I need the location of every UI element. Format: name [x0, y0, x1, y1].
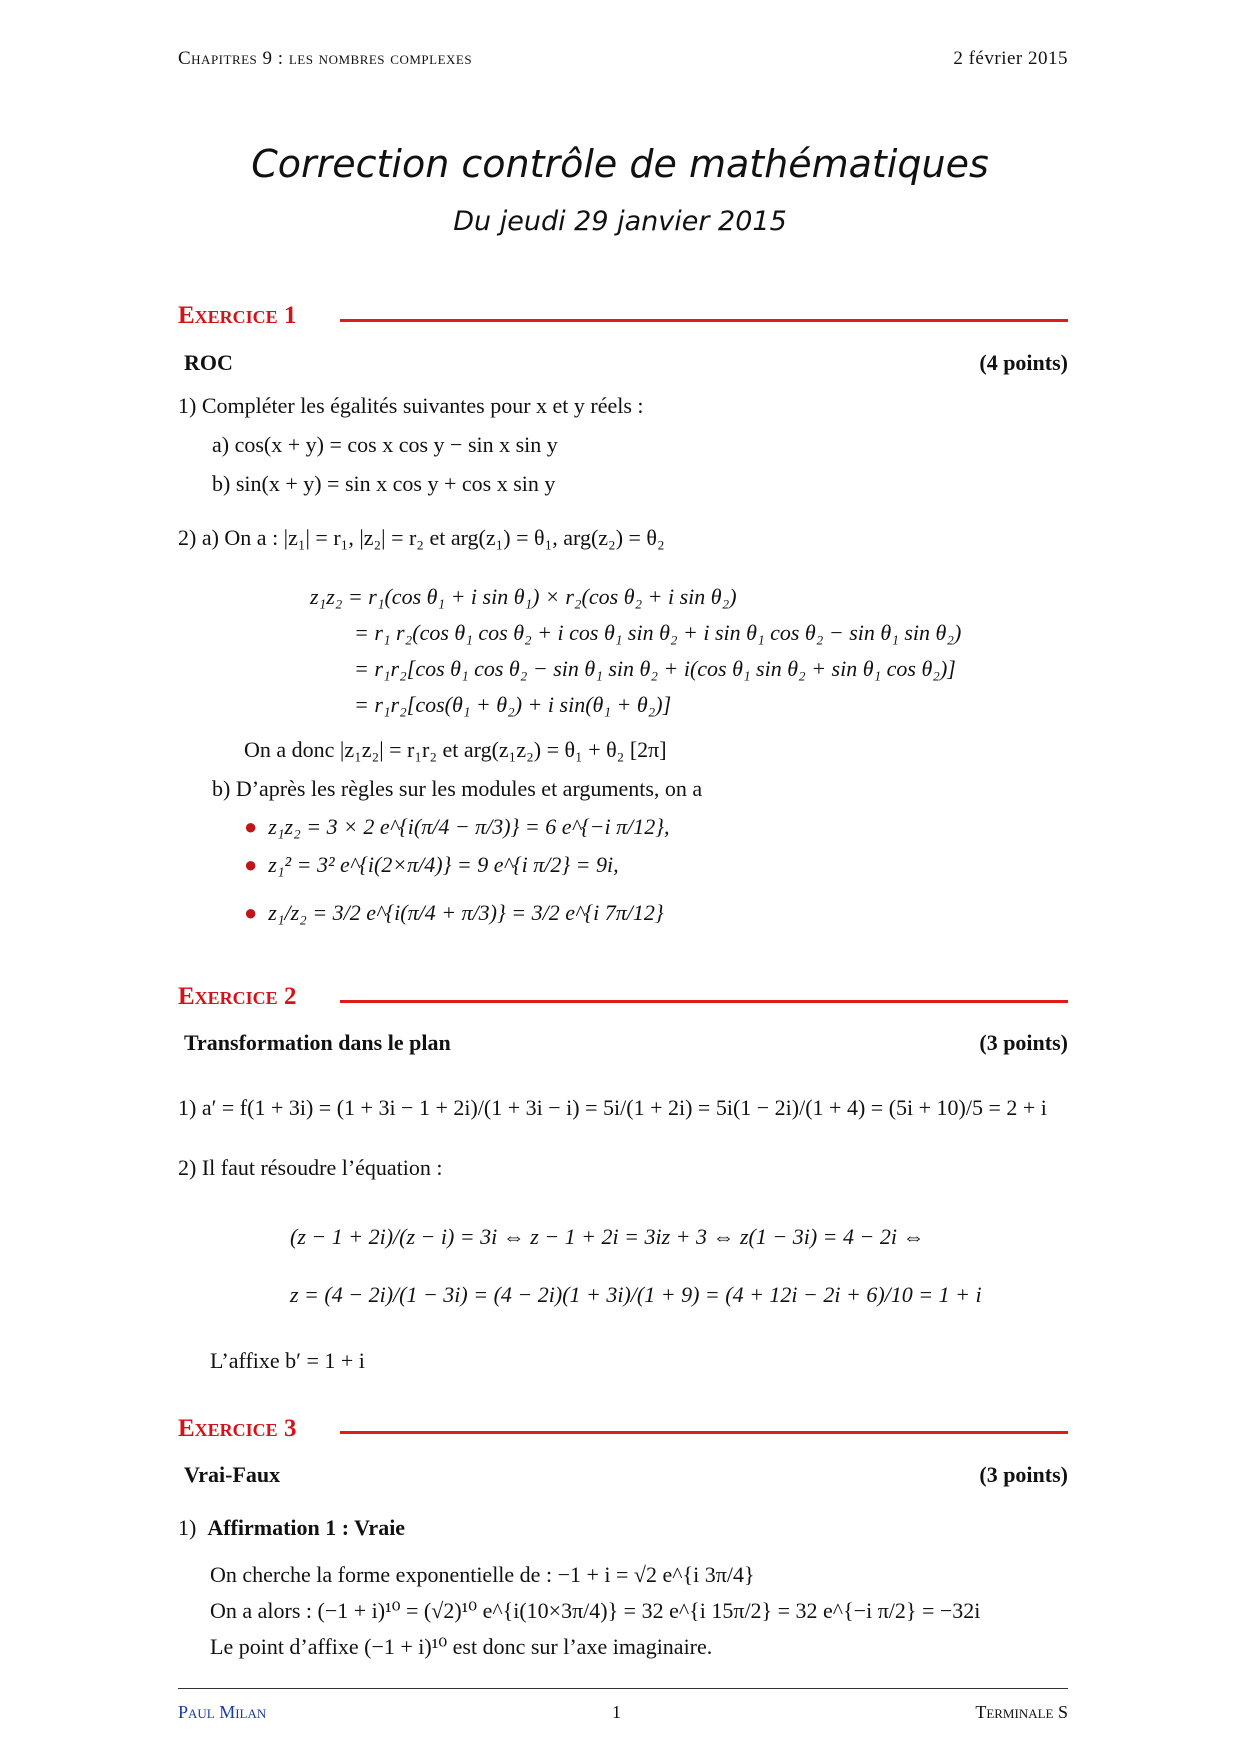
footer-author: Paul Milan: [178, 1702, 267, 1722]
ex1-bullet-1-text: z₁z₂ = 3 × 2 e^{i(π/4 − π/3)} = 6 e^{−i π/12},: [268, 814, 670, 839]
ex2-question-1: 1) a′ = f(1 + 3i) = (1 + 3i − 1 + 2i)/(1 + 3i − i) = 5i/(1 + 2i) = 5i(1 − 2i)/(1 + 4) = (5i + 10)/5 = 2 + i: [178, 1095, 1047, 1120]
ex1-equation-line-1: z₁z₂ = r₁(cos θ₁ + i sin θ₁) × r₂(cos θ₂ + i sin θ₂): [310, 584, 737, 609]
exercise-1-rule: [340, 319, 1068, 322]
exercise-3-points: (3 points): [979, 1462, 1068, 1487]
ex1-bullet-3: [244, 900, 664, 926]
exercise-2-points: (3 points): [979, 1030, 1068, 1055]
ex2-equation-line-2: z = (4 − 2i)/(1 − 3i) = (4 − 2i)(1 + 3i)/(1 + 9) = (4 + 12i − 2i + 6)/10 = 1 + i: [290, 1282, 982, 1307]
ex2-equation-line-1: (z − 1 + 2i)/(z − i) = 3i ⇔ z − 1 + 2i = 3iz + 3 ⇔ z(1 − 3i) = 4 − 2i ⇔: [290, 1224, 925, 1249]
bullet-icon: ●: [244, 900, 258, 925]
page-title: Correction contrôle de mathématiques: [251, 142, 989, 186]
ex3-affirmation-1: 1) Affirmation 1 : Vraie: [178, 1515, 406, 1540]
ex1-q1-b: b) sin(x + y) = sin x cos y + cos x sin y: [212, 471, 556, 496]
exercise-1-heading: Exercice 1: [178, 302, 297, 329]
ex3-line-2: On a alors : (−1 + i)¹⁰ = (√2)¹⁰ e^{i(10×3π/4)} = 32 e^{i 15π/2} = 32 e^{−i π/2} = −32i: [210, 1598, 981, 1623]
ex3-affirmation-1-label: Affirmation 1 : Vraie: [207, 1515, 406, 1540]
ex1-bullet-2-text: z₁² = 3² e^{i(2×π/4)} = 9 e^{i π/2} = 9i,: [268, 852, 619, 877]
exercise-2-rule: [340, 1000, 1068, 1003]
footer-rule: [178, 1688, 1068, 1689]
ex1-q2-a: 2) a) On a : |z₁| = r₁, |z₂| = r₂ et arg(z₁) = θ₁, arg(z₂) = θ₂: [178, 525, 665, 550]
ex2-question-2: 2) Il faut résoudre l’équation :: [178, 1155, 443, 1180]
ex1-bullet-3-text: z₁/z₂ = 3/2 e^{i(π/4 + π/3)} = 3/2 e^{i 7π/12}: [268, 900, 664, 925]
footer-class: Terminale S: [975, 1702, 1068, 1722]
ex1-bullet-2: [244, 852, 619, 878]
footer-page-number: 1: [612, 1702, 621, 1722]
ex1-equation-line-3: = r₁r₂[cos θ₁ cos θ₂ − sin θ₁ sin θ₂ + i(cos θ₁ sin θ₂ + sin θ₁ cos θ₂)]: [354, 656, 956, 681]
ex1-bullet-1: [244, 814, 670, 840]
ex3-line-1: On cherche la forme exponentielle de : −1 + i = √2 e^{i 3π/4}: [210, 1562, 755, 1587]
ex1-equation-line-2: = r₁ r₂(cos θ₁ cos θ₂ + i cos θ₁ sin θ₂ + i sin θ₁ cos θ₂ − sin θ₁ sin θ₂): [354, 620, 962, 645]
bullet-icon: ●: [244, 852, 258, 877]
exercise-2-subject: Transformation dans le plan: [184, 1030, 451, 1055]
exercise-1-subject: ROC: [184, 350, 233, 375]
ex3-line-3: Le point d’affixe (−1 + i)¹⁰ est donc sur l’axe imaginaire.: [210, 1634, 713, 1659]
page-subtitle: Du jeudi 29 janvier 2015: [453, 206, 787, 237]
ex1-equation-line-4: = r₁r₂[cos(θ₁ + θ₂) + i sin(θ₁ + θ₂)]: [354, 692, 672, 717]
exercise-3-subject: Vrai-Faux: [184, 1462, 281, 1487]
ex1-conclusion: On a donc |z₁z₂| = r₁r₂ et arg(z₁z₂) = θ₁ + θ₂ [2π]: [244, 737, 667, 762]
bullet-icon: ●: [244, 814, 258, 839]
exercise-3-heading: Exercice 3: [178, 1415, 297, 1442]
exercise-1-points: (4 points): [979, 350, 1068, 375]
exercise-2-heading: Exercice 2: [178, 983, 297, 1010]
exercise-3-rule: [340, 1431, 1068, 1434]
ex1-question-1: 1) Compléter les égalités suivantes pour x et y réels :: [178, 393, 644, 418]
header-date: 2 février 2015: [953, 48, 1068, 69]
ex1-q1-a: a) cos(x + y) = cos x cos y − sin x sin y: [212, 432, 558, 457]
ex2-affixe: L’affixe b′ = 1 + i: [210, 1348, 365, 1373]
ex1-q2-b: b) D’après les règles sur les modules et arguments, on a: [212, 776, 703, 801]
header-chapter: Chapitres 9 : les nombres complexes: [178, 48, 473, 69]
